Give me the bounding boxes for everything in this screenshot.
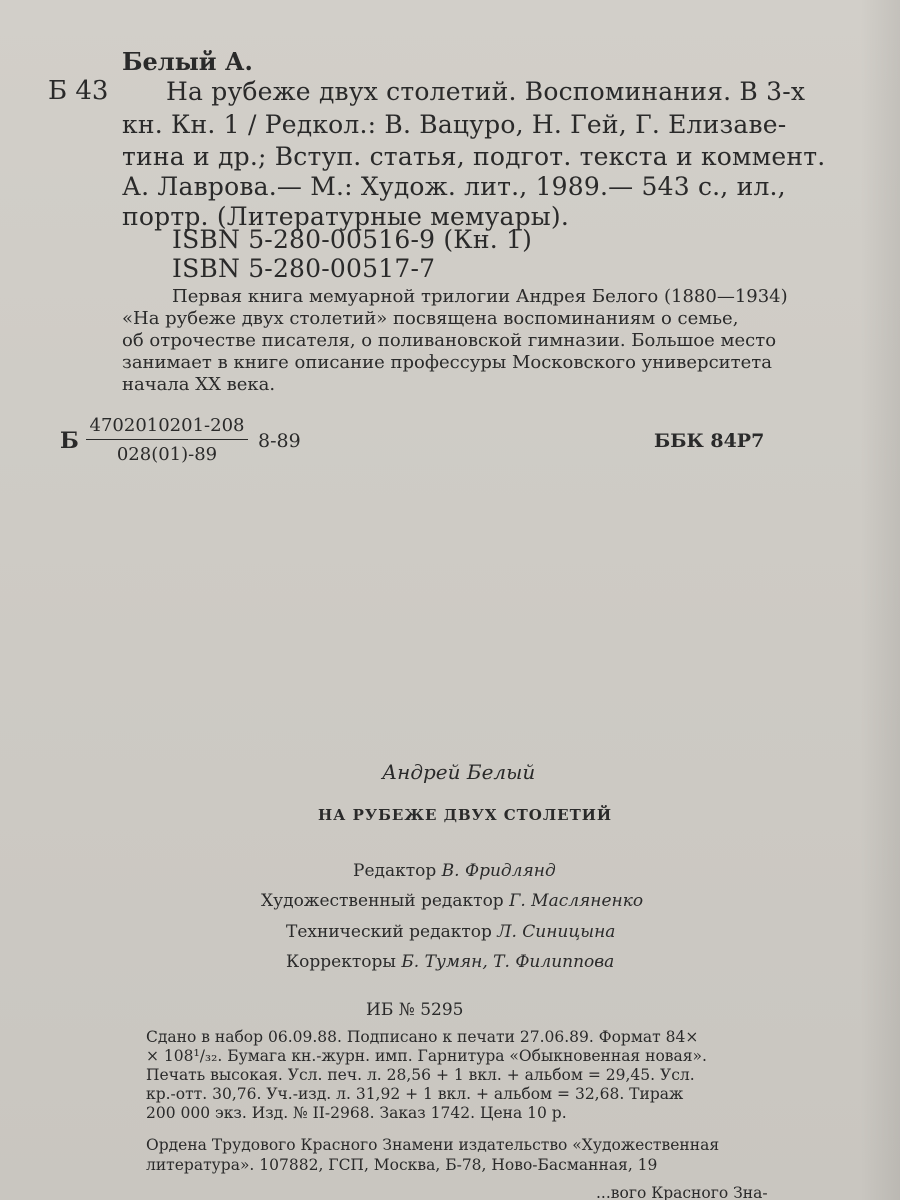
printer-line: Ордена Трудового Красного Знамени издательство «Художественная xyxy=(146,1136,720,1154)
credits-title: НА РУБЕЖЕ ДВУХ СТОЛЕТИЙ xyxy=(318,806,613,824)
fraction-suffix: 8-89 xyxy=(258,430,301,452)
isbn-line: ISBN 5-280-00516-9 (Кн. 1) xyxy=(172,225,533,254)
imprint-line: кр.-отт. 30,76. Уч.-изд. л. 31,92 + 1 вкл. + альбом = 32,68. Тираж xyxy=(146,1085,684,1103)
art-editor-role: Художественный редактор xyxy=(261,891,504,911)
annotation-line: «На рубеже двух столетий» посвящена воспоминаниям о семье, xyxy=(122,308,739,329)
imprint-line: × 108¹/₃₂. Бумага кн.-журн. имп. Гарнитура «Обыкновенная новая». xyxy=(146,1047,707,1065)
catalog-line: А. Лаврова.— М.: Худож. лит., 1989.— 543 с., ил., xyxy=(122,172,786,201)
annotation-line: Первая книга мемуарной трилогии Андрея Белого (1880—1934) xyxy=(172,286,788,307)
editor-name: В. Фридлянд xyxy=(441,861,556,881)
isbn-line: ISBN 5-280-00517-7 xyxy=(172,254,436,283)
proofreaders-role: Корректоры xyxy=(286,952,396,972)
library-letter: Б xyxy=(60,428,79,454)
library-fraction xyxy=(86,415,248,465)
printer-line: литература». 107882, ГСП, Москва, Б-78, Ново-Басманная, 19 xyxy=(146,1156,658,1174)
editor-credit xyxy=(353,861,556,881)
cutoff-line: ...вого Красного Зна- xyxy=(596,1184,768,1200)
proofreaders-credit xyxy=(286,952,614,972)
bbk-code: ББК 84Р7 xyxy=(654,430,765,452)
ib-number: ИБ № 5295 xyxy=(366,1000,464,1020)
fraction-denominator: 028(01)-89 xyxy=(116,444,218,465)
credits-author: Андрей Белый xyxy=(382,760,536,784)
annotation-line: начала XX века. xyxy=(122,374,276,395)
catalog-line: На рубеже двух столетий. Воспоминания. В 3-х xyxy=(166,77,806,106)
art-editor-name: Г. Масляненко xyxy=(509,891,644,911)
imprint-line: 200 000 экз. Изд. № II-2968. Заказ 1742. Цена 10 р. xyxy=(146,1104,567,1122)
catalog-line: портр. (Литературные мемуары). xyxy=(122,202,570,231)
catalog-author: Белый А. xyxy=(122,47,253,76)
catalog-code: Б 43 xyxy=(48,76,109,106)
editor-role: Редактор xyxy=(353,861,437,881)
annotation-line: занимает в книге описание профессуры Московского университета xyxy=(122,352,772,373)
page-edge-shadow xyxy=(860,0,900,1200)
fraction-numerator: 4702010201-208 xyxy=(86,415,248,440)
imprint-line: Печать высокая. Усл. печ. л. 28,56 + 1 вкл. + альбом = 29,45. Усл. xyxy=(146,1066,695,1084)
proofreaders-names: Б. Тумян, Т. Филиппова xyxy=(401,952,615,972)
catalog-line: тина и др.; Вступ. статья, подгот. текста и коммент. xyxy=(122,142,826,171)
tech-editor-credit xyxy=(286,922,615,942)
annotation-line: об отрочестве писателя, о поливановской гимназии. Большое место xyxy=(122,330,777,351)
imprint-line: Сдано в набор 06.09.88. Подписано к печати 27.06.89. Формат 84× xyxy=(146,1028,699,1046)
tech-editor-role: Технический редактор xyxy=(286,922,492,942)
art-editor-credit xyxy=(261,891,643,911)
catalog-line: кн. Кн. 1 / Редкол.: В. Вацуро, Н. Гей, Г. Елизаве- xyxy=(122,110,787,139)
tech-editor-name: Л. Синицына xyxy=(497,922,616,942)
